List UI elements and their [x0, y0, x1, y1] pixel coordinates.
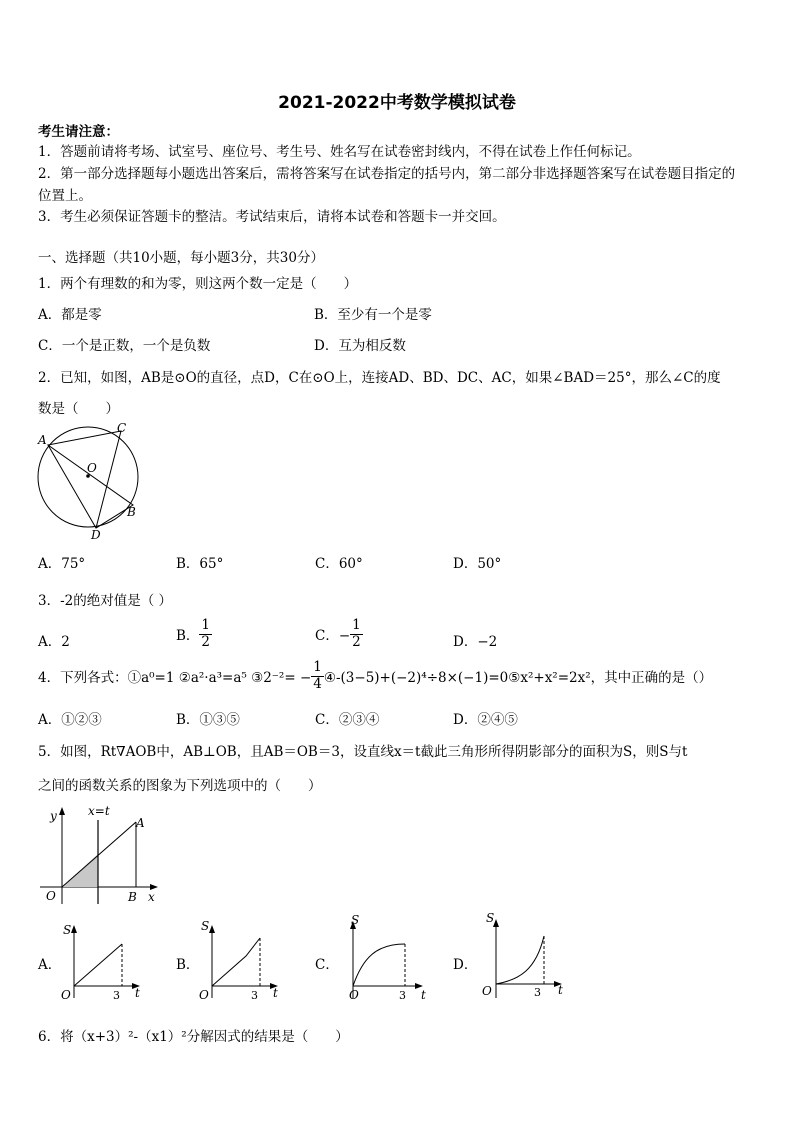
fraction-denominator: 2 — [201, 633, 211, 650]
label-a: A — [38, 433, 47, 447]
label-3: 3 — [113, 989, 120, 1002]
curve — [353, 944, 405, 986]
q3-option-b — [176, 618, 212, 650]
q4-option-b: B．①③⑤ — [176, 712, 240, 728]
q5-stem: 5．如图，Rt∇AOB中，AB⊥OB，且AB＝OB＝3，设直线x＝t截此三角形所得阴影部分的面积为S，则S与t — [38, 744, 688, 760]
q2-stem-cont: 数是（ ） — [38, 401, 119, 417]
q5-triangle-figure — [36, 802, 166, 907]
label-d: D — [91, 528, 101, 542]
label-y: y — [50, 809, 57, 823]
q2-stem: 2．已知，如图，AB是⊙O的直径，点D，C在⊙O上，连接AD、BD、DC、AC，如果∠BAD＝25°，那么∠C的度 — [38, 370, 721, 386]
q2-circle-figure — [30, 418, 150, 543]
q2-option-a: A．75° — [38, 556, 86, 572]
label-t: t — [135, 986, 140, 1000]
page-title: 2021-2022中考数学模拟试卷 — [278, 93, 516, 113]
q1-option-b: B．至少有一个是零 — [314, 307, 432, 323]
label-t: t — [273, 986, 278, 1000]
q2-option-d: D．50° — [453, 556, 502, 572]
notice-item-1: 1．答题前请将考场、试室号、座位号、考生号、姓名写在试卷密封线内，不得在试卷上作任何标记。 — [38, 144, 641, 160]
label-c: C — [117, 421, 127, 435]
section-heading: 一、选择题（共10小题，每小题3分，共30分） — [38, 250, 324, 266]
q4-stem — [38, 660, 712, 692]
label-o: O — [199, 988, 209, 1002]
label-a: A — [136, 816, 145, 830]
s-axis-arrow — [71, 925, 77, 933]
q3-option-d: D．−2 — [453, 634, 498, 650]
q5-option-a-label: A． — [38, 957, 62, 973]
curve — [74, 944, 122, 986]
chords — [48, 431, 133, 528]
q5-option-a-graph — [58, 916, 148, 1004]
label-x: x — [148, 890, 155, 904]
q1-option-d: D．互为相反数 — [314, 338, 406, 354]
label-b: B — [127, 505, 136, 519]
label-o: O — [87, 461, 97, 475]
label-t: t — [421, 988, 426, 1002]
label-x-equals-t: x=t — [88, 804, 110, 818]
fraction-numerator: 1 — [313, 659, 322, 675]
label-s: S — [351, 913, 360, 927]
q4-fraction — [311, 660, 324, 692]
y-axis-arrow — [59, 807, 65, 815]
q5-option-b-label: B． — [176, 957, 200, 973]
q3-option-a: A．2 — [38, 634, 70, 650]
q5-option-b-graph — [196, 916, 286, 1004]
notice-heading: 考生请注意： — [38, 124, 119, 140]
fraction-denominator: 4 — [313, 675, 322, 692]
fraction-denominator: 2 — [352, 633, 361, 650]
q5-option-d-label: D． — [453, 957, 478, 973]
label-o: O — [46, 889, 56, 903]
label-t: t — [558, 983, 563, 997]
q3-stem: 3．-2的绝对值是（ ） — [38, 593, 173, 609]
q4-option-c: C．②③④ — [315, 712, 380, 728]
q4-stem-part2: ④-(3−5)+(−2)⁴÷8×(−1)=0⑤x²+x²=2x²，其中正确的是（） — [323, 670, 713, 687]
notice-item-3: 3．考生必须保证答题卡的整洁。考试结束后，请将本试卷和答题卡一并交回。 — [38, 209, 506, 225]
label-o: O — [61, 988, 71, 1002]
line-oa — [62, 822, 136, 887]
q5-option-d-graph — [474, 910, 570, 1004]
q3-option-b-label: B． — [176, 628, 200, 645]
q1-stem: 1．两个有理数的和为零，则这两个数一定是（ ） — [38, 276, 358, 292]
q1-option-a: A．都是零 — [38, 307, 102, 323]
fraction-numerator: 1 — [201, 617, 211, 633]
q3-option-b-fraction — [199, 618, 212, 650]
label-o: O — [482, 984, 492, 998]
q4-stem-part1: 4．下列各式：①a⁰=1 ②a²·a³=a⁵ ③2⁻²= − — [38, 670, 312, 687]
label-3: 3 — [251, 989, 258, 1002]
label-3: 3 — [534, 986, 541, 999]
label-s: S — [63, 923, 72, 937]
label-s: S — [201, 919, 210, 933]
notice-item-2-cont: 位置上。 — [38, 188, 92, 204]
label-s: S — [486, 911, 495, 925]
s-axis-arrow — [209, 925, 215, 933]
q5-option-c-label: C． — [315, 957, 339, 973]
label-o: O — [349, 988, 359, 1002]
fraction-numerator: 1 — [352, 617, 361, 633]
q4-option-a: A．①②③ — [38, 712, 102, 728]
q3-option-c — [315, 618, 363, 650]
label-b: B — [128, 890, 137, 904]
q6-stem: 6．将（x+3）²-（x1）²分解因式的结果是（ ） — [38, 1029, 349, 1045]
notice-item-2: 2．第一部分选择题每小题选出答案后，需将答案写在试卷指定的括号内，第二部分非选择题答案写在试卷题目指定的 — [38, 166, 736, 182]
curve — [212, 938, 260, 986]
q4-option-d: D．②④⑤ — [453, 712, 518, 728]
label-3: 3 — [399, 989, 406, 1002]
q2-option-b: B．65° — [176, 556, 224, 572]
q1-option-c: C．一个是正数，一个是负数 — [38, 338, 211, 354]
q5-stem-cont: 之间的函数关系的图象为下列选项中的（ ） — [38, 778, 322, 794]
q2-option-c: C．60° — [315, 556, 363, 572]
q3-option-c-label: C．− — [315, 628, 351, 645]
curve — [496, 936, 544, 984]
q3-option-c-fraction — [350, 618, 363, 650]
q5-option-c-graph — [335, 912, 431, 1004]
